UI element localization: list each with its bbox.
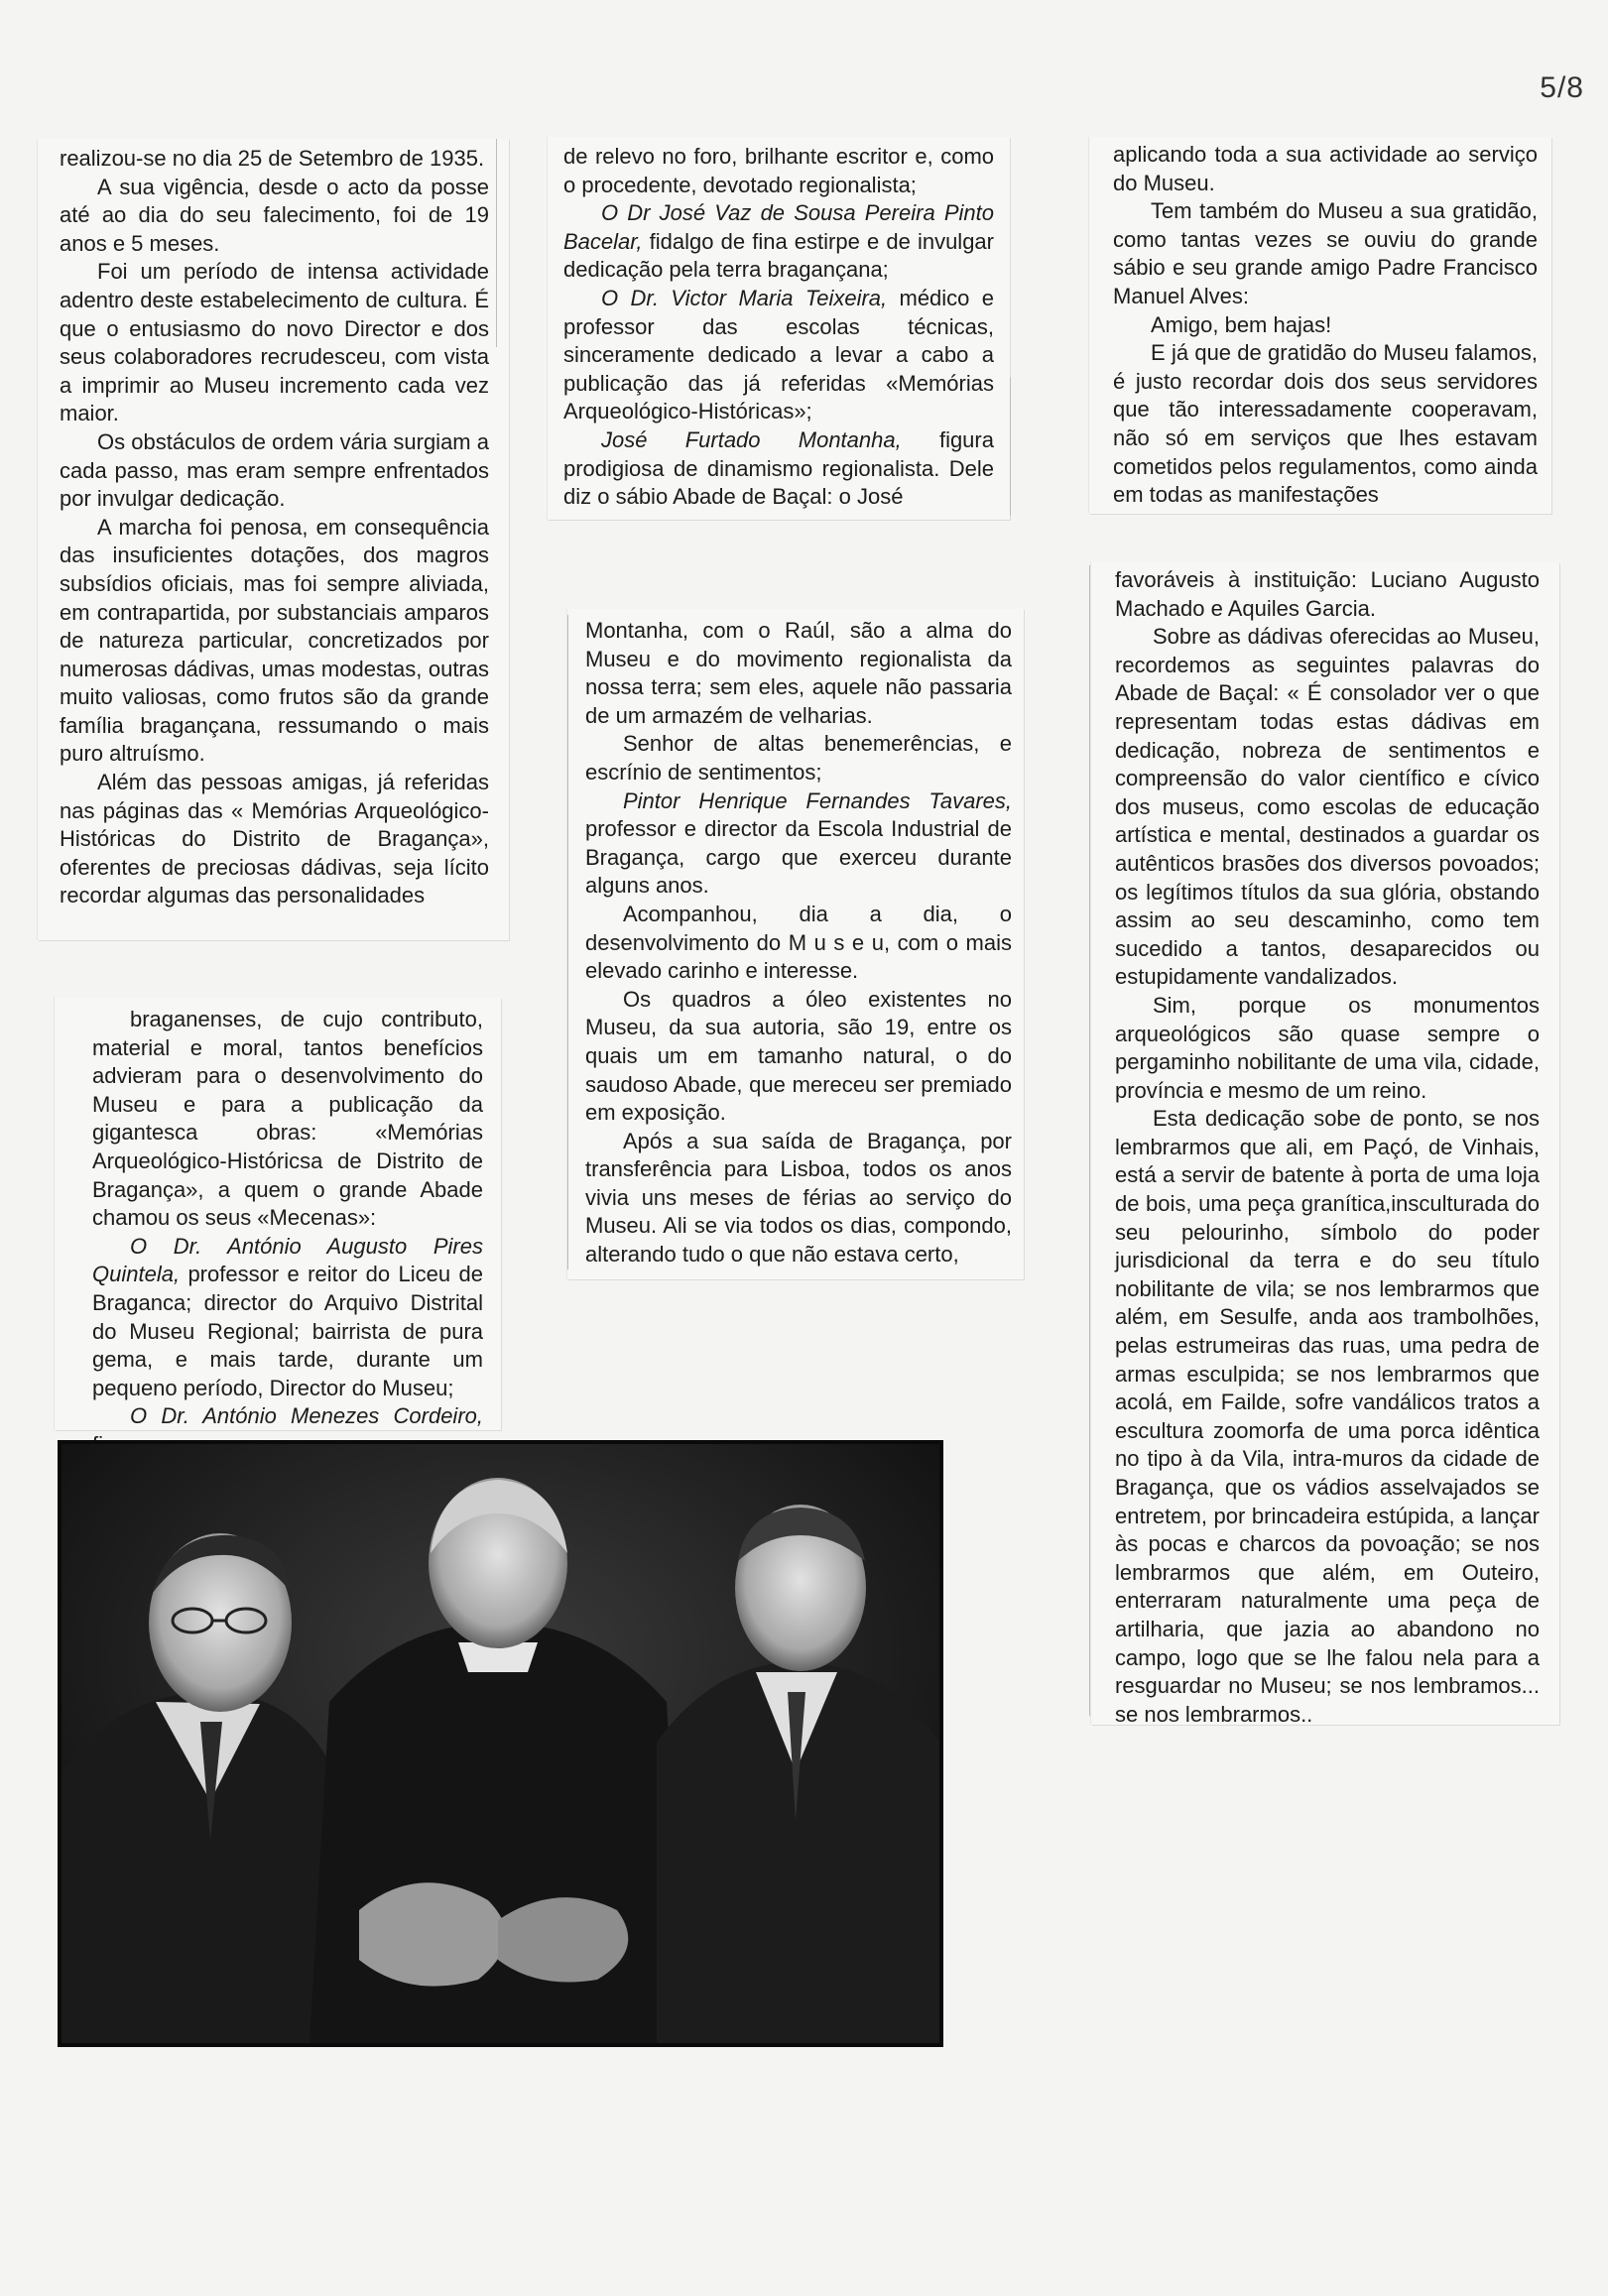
person-name: Pintor Henrique Fernandes Tavares, <box>623 787 1012 813</box>
article-paragraph <box>563 426 994 512</box>
page-number: 5/8 <box>1540 71 1584 104</box>
person-description: médico e professor das escolas técnicas, sinceramente dedicado a levar a cabo a publicação das já referidas «Memórias Arqueológico-Históricas»; <box>563 285 994 424</box>
article-paragraph: Após a sua saída de Bragança, por transferência para Lisboa, todos os anos vivia uns meses de férias ao serviço do Museu. Ali se via todos os dias, compondo, alterando tudo o que não estava certo, <box>585 1128 1012 1268</box>
article-paragraph: favoráveis à instituição: Luciano Augusto Machado e Aquiles Garcia. <box>1115 567 1540 621</box>
column-rule <box>1089 565 1090 1716</box>
article-paragraph: A sua vigência, desde o acto da posse até ao dia do seu falecimento, foi de 19 anos e 5 meses. <box>60 174 489 256</box>
article-clipping-3 <box>548 137 1010 520</box>
article-paragraph: E já que de gratidão do Museu falamos, é justo recordar dois dos seus servidores que tão interessadamente cooperavam, não só em serviços que lhes estavam cometidos pelos regulamentos, como ainda em todas as manifestações <box>1113 340 1538 508</box>
column-rule <box>567 615 568 1269</box>
article-clipping-4 <box>567 609 1024 1279</box>
article-paragraph: Os quadros a óleo existentes no Museu, da sua autoria, são 19, entre os quais um em tamanho natural, o do saudoso Abade, que mereceu ser premiado em exposição. <box>585 986 1012 1126</box>
person-description: professor e director da Escola Industrial de Bragança, cargo que exerceu durante alguns anos. <box>585 816 1012 899</box>
person-name: O Dr. António Menezes Cordeiro, <box>130 1403 483 1429</box>
person-name: O Dr José Vaz de Sousa Pereira Pinto Bacelar, <box>563 200 994 254</box>
article-paragraph: Esta dedicação sobe de ponto, se nos lembrarmos que ali, em Paçó, de Vinhais, está a servir de batente à porta de uma loja de bois, uma peça granítica,insculturada do seu pelourinho, símbolo do poder jurisdicional da terra e do seu título nobilitante de vila; se nos lembrarmos que além, em Sesulfe, anda aos trambolhões, pelas estrumeiras das ruas, uma pedra de armas esculpida; se nos lembrarmos que acolá, em Failde, sofre vandálicos tratos a escultura zoomorfa de uma porca idêntica no tipo à da Vila, intra-muros da cidade de Bragança, que os vádios asselvajados se entretem, por brincadeira estúpida, a lançar às pocas e charcos da povoação; se nos lembrarmos que além, em Outeiro, enterraram naturalmente uma peça de artilharia, que jazia ao abandono no campo, logo que se lhe falou nela para a resguardar no Museu; se nos lembramos... se nos lembrarmos.. <box>1115 1106 1540 1727</box>
article-paragraph: Montanha, com o Raúl, são a alma do Museu e do movimento regionalista da nossa terra; sem eles, aquele não passaria de um armazém de velharias. <box>585 618 1012 728</box>
article-paragraph: Além das pessoas amigas, já referidas nas páginas das « Memórias Arqueológico-Históricas do Distrito de Bragança», oferentes de preciosas dádivas, seja lícito recordar algumas das personalidades <box>60 770 489 908</box>
article-paragraph: Foi um período de intensa actividade adentro deste estabelecimento de cultura. É que o entusiasmo do novo Director e dos seus colaboradores recrudesceu, com vista a imprimir ao Museu incremento cada vez maior. <box>60 259 489 426</box>
article-paragraph <box>585 787 1012 901</box>
article-paragraph: Acompanhou, dia a dia, o desenvolvimento do M u s e u, com o mais elevado carinho e interesse. <box>585 901 1012 984</box>
article-paragraph: Senhor de altas benemerências, e escrínio de sentimentos; <box>585 731 1012 785</box>
article-clipping-1 <box>38 139 509 940</box>
article-paragraph: braganenses, de cujo contributo, material e moral, tantos benefícios advieram para o desenvolvimento do Museu e para a publicação da gigantesca obras: «Memórias Arqueológico-Históricsa de Distrito de Bragança», a quem o grande Abade chamou os seus «Mecenas»: <box>92 1007 483 1231</box>
article-paragraph: Os obstáculos de ordem vária surgiam a cada passo, mas eram sempre enfrentados por invulgar dedicação. <box>60 428 489 512</box>
article-paragraph: Sobre as dádivas oferecidas ao Museu, recordemos as seguintes palavras do Abade de Baçal: « É consolador ver o que representam todas estas dádivas em dedicação, nobreza de sentimentos e compreensão do valor científico e cívico dos museus, como escolas de educação artística e mental, destinados a guardar os autênticos brasões dos diversos povoados; os legítimos títulos da sua glória, obstando assim ao seu descaminho, como tem sucedido a tantos, desaparecidos ou estupidamente vandalizados. <box>1115 624 1540 990</box>
article-paragraph: de relevo no foro, brilhante escritor e, como o procedente, devotado regionalista; <box>563 144 994 197</box>
article-paragraph: aplicando toda a sua actividade ao serviço do Museu. <box>1113 142 1538 195</box>
person-name: O Dr. António Augusto Pires Quintela, <box>92 1233 483 1287</box>
person-name: O Dr. Victor Maria Teixeira, <box>601 285 888 310</box>
article-paragraph: A marcha foi penosa, em consequência das insuficientes dotações, dos magros subsídios oficiais, mas foi sempre aliviada, em contrapartida, por substanciais amparos de natureza particular, concretizados por numerosas dádivas, umas modestas, outras muito valiosas, como frutos são da grande família bragançana, ressumando o mais puro altruísmo. <box>60 514 489 767</box>
person-name: José Furtado Montanha, <box>601 426 902 452</box>
article-paragraph: Tem também do Museu a sua gratidão, como tantas vezes se ouviu do grande sábio e seu grande amigo Padre Francisco Manuel Alves: <box>1113 198 1538 308</box>
article-clipping-2 <box>55 998 501 1430</box>
article-paragraph <box>92 1233 483 1403</box>
article-paragraph: Amigo, bem hajas! <box>1151 311 1332 337</box>
person-description: figura prodigiosa de dinamismo regionalista. Dele diz o sábio Abade de Baçal: o José <box>563 426 994 510</box>
group-portrait-photo <box>58 1440 943 2047</box>
portrait-illustration <box>62 1444 939 2043</box>
column-rule <box>1010 377 1011 516</box>
article-paragraph: realizou-se no dia 25 de Setembro de 1935. <box>60 146 485 171</box>
person-description: professor e reitor do Liceu de Braganca; director do Arquivo Distrital do Museu Regional; bairrista de pura gema, e mais tarde, durante um pequeno período, Director do Museu; <box>92 1262 483 1400</box>
article-paragraph: Sim, porque os monumentos arqueológicos são quase sempre o pergaminho nobilitante de uma vila, cidade, província e mesmo de um reino. <box>1115 992 1540 1103</box>
person-description: fidalgo de fina estirpe e de invulgar dedicação pela terra bragançana; <box>563 228 994 283</box>
article-paragraph <box>563 199 994 285</box>
column-rule <box>496 139 497 347</box>
article-clipping-5 <box>1089 137 1551 514</box>
article-paragraph <box>563 285 994 426</box>
article-clipping-6 <box>1091 562 1559 1725</box>
